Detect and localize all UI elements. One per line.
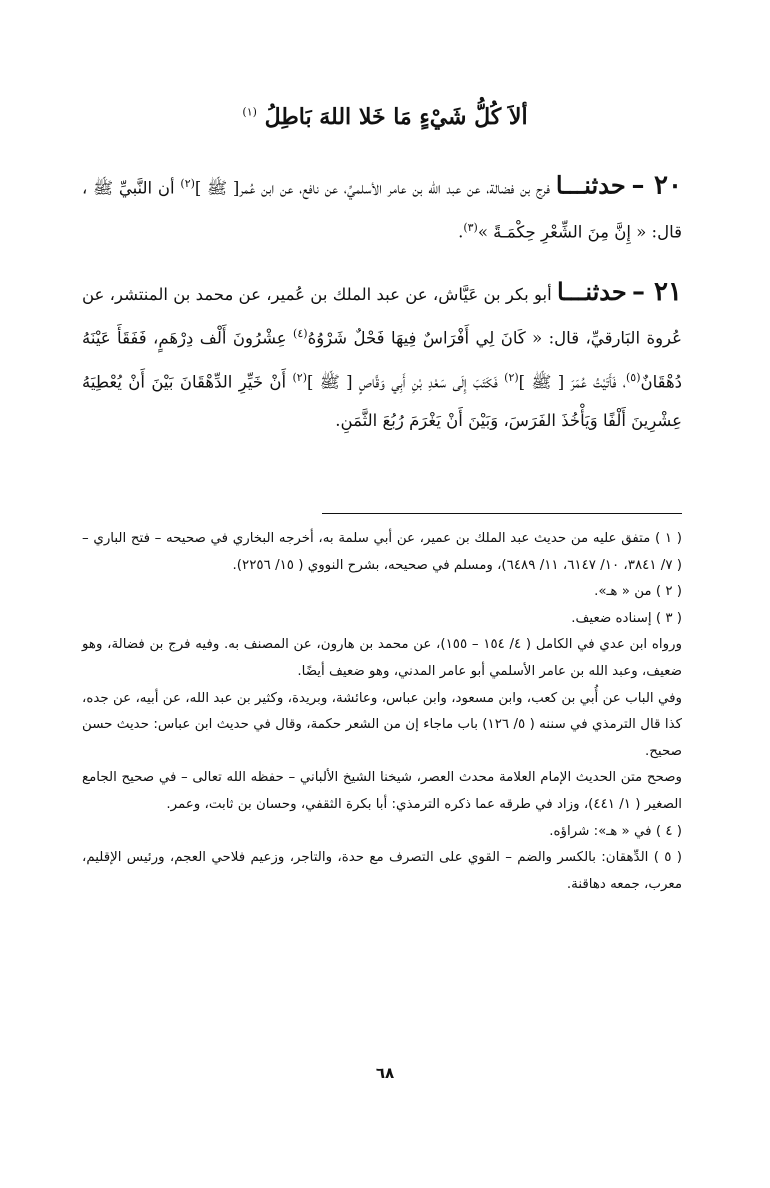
footnote-3: ( ٣ ) إسناده ضعيف. [571, 610, 682, 626]
hadith-21 [82, 272, 682, 440]
footnote-2: ( ٢ ) من « هـ». [594, 584, 682, 600]
hadith-text: ، فَأَتَيْتُ عُمَرَ [ ﷺ ] [518, 372, 626, 391]
hadith-text: أن النَّبيِّ ﷺ ، قال: « إِنَّ مِنَ الشِّعْرِ حِكْمَـةً » [82, 178, 682, 241]
footnote-ref: (٢) [180, 177, 195, 190]
haddathana-word: حدثنـــا [556, 277, 627, 306]
footnote-separator [322, 513, 682, 514]
footnote-ref: (٢) [504, 370, 519, 384]
hadith-20 [82, 164, 682, 251]
haddathana-word: حدثنـــا [555, 170, 626, 200]
verse-heading [0, 104, 770, 130]
footnote-3-detail: وفي الباب عن أُبي بن كعب، وابن مسعود، وابن عباس، وعائشة، وبريدة، وكثير بن عبد الله، عن أبيه، عن جده، كذا قال الترمذي في سننه ( ٥/ ١٢٦) باب ماجاء إن من الشعر حكمة، وقال في حديث ابن عباس: حديث حسن صحيح. [82, 690, 682, 759]
hadith-text: عِشْرُونَ أَلْف دِرْهَمٍ، فَفَقَأَ عَيْنَهُ دُهْقَانٌ [82, 328, 683, 391]
footnote-ref: (٣) [463, 220, 478, 234]
hadith-text: فرج بن فضالة، عن عبد الله بن عامر الأسلميِّ، عن نافع، عن ابن عُمر[ ﷺ ] [194, 178, 551, 198]
footnote-ref: (٢) [292, 370, 308, 384]
footnote-ref: (٤) [293, 327, 308, 340]
footnote-ref: (٥) [625, 370, 641, 384]
hadith-number: ٢١ – [631, 277, 682, 307]
hadith-text: أَنْ خَيِّرِ الدِّهْقَانَ بَيْنَ أَنْ يُعْطِيَهُ عِشْرِينَ أَلْفًا وَيَأْخُذَ الفَرَسَ، وَبَيْنَ أَنْ يَغْرَمَ رُبُعَ الثَّمَنِ. [82, 372, 682, 430]
footnote-ref: (١) [242, 105, 257, 119]
footnote-3-detail: ورواه ابن عدي في الكامل ( ٤/ ١٥٤ – ١٥٥)، عن محمد بن هارون، عن المصنف به. وفيه فرج بن فضالة، وهو ضعيف، وعبد الله بن عامر الأسلمي أبو عامر المدني، وهو ضعيف أيضًا. [82, 637, 682, 679]
hadith-number: ٢٠ – [631, 170, 682, 201]
hadith-end: . [458, 222, 464, 241]
footnote-1: ( ١ ) متفق عليه من حديث عبد الملك بن عمير، عن أبي سلمة به، أخرجه البخاري في صحيحه – فتح الباري – ( ٧/ ٣٨٤١، ١٠/ ٦١٤٧، ١١/ ٦٤٨٩)، ومسلم في صحيحه، بشرح النووي ( ١٥/ ٢٢٥٦). [82, 531, 682, 573]
footnote-4: ( ٤ ) في « هـ»: شراؤه. [549, 823, 682, 839]
page-number: ٦٨ [375, 1064, 395, 1082]
footnote-5: ( ٥ ) الدِّهقان: بالكسر والضم – القوي على التصرف مع حدة، والتاجر، وزعيم فلاحي العجم، ورئيس الإقليم، معرب، جمعه دهاقنة. [82, 850, 682, 892]
hadith-text: فَكَتَبَ إِلَى سَعْدِ بْنِ أَبِي وَقَّاصٍ [ ﷺ ] [307, 372, 498, 391]
hadith-text: أبو بكر بن عَيَّاش، عن عبد الملك بن عُمير، عن محمد بن المنتشر، عن عُروة البَارقيِّ، قال: « كَانَ لِي أَفْرَاسٌ فِيهَا فَحْلٌ شَرْوُهُ [82, 285, 682, 348]
footnote-3-detail: وصحح متن الحديث الإمام العلامة محدث العصر، شيخنا الشيخ الألباني – حفظه الله تعالى – في صحيح الجامع الصغير ( ١/ ٤٤١)، وزاد في طرقه عما ذكره الترمذي: أبا بكرة الثقفي، وحسان بن ثابت، وعمر. [82, 770, 682, 812]
footnotes [82, 526, 682, 898]
verse-text: ألاَ كُلُّ شَيْءٍ مَا خَلا اللهَ بَاطِلُ [264, 104, 528, 130]
